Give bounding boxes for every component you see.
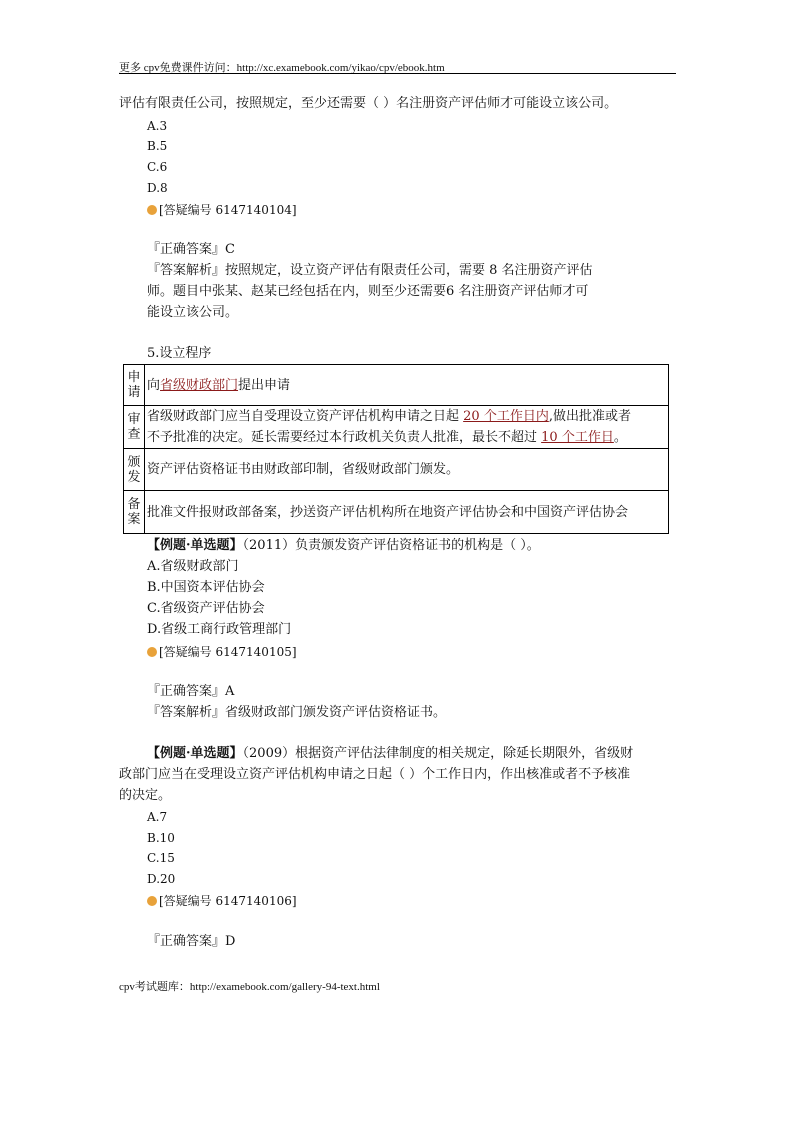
link-provincial-finance-dept[interactable]: 省级财政部门 <box>160 377 239 393</box>
q3-option-a: A.7 <box>147 810 168 824</box>
q3-answer: 『正确答案』D <box>147 934 236 949</box>
row-key: 审 查 <box>124 406 145 449</box>
q3-answer-id-label: [答疑编号 6147140106] <box>159 894 297 908</box>
row-key: 备 案 <box>124 491 145 534</box>
row-value: 资产评估资格证书由财政部印制，省级财政部门颁发。 <box>145 449 669 491</box>
q3-stem-line2: 政部门应当在受理设立资产评估机构申请之日起（ ）个工作日内，作出核准或者不予核准 <box>119 767 631 782</box>
page-footer: cpv考试题库：http://examebook.com/gallery-94-text.html <box>119 981 380 993</box>
table-row <box>124 491 669 534</box>
q3-stem-line1: 【例题·单选题】（2009）根据资产评估法律制度的相关规定，除延长期限外，省级财 <box>147 746 634 761</box>
q2-option-d: D.省级工商行政管理部门 <box>147 622 292 637</box>
question-mark-icon <box>147 205 157 215</box>
row-value: 省级财政部门应当自受理设立资产评估机构申请之日起 20 个工作日内,做出批准或者 不予批准的决定。延长需要经过本行政机关负责人批准，最长不超过 10 个工作日。 <box>145 406 669 449</box>
q1-option-b: B.5 <box>147 139 168 153</box>
question-mark-icon <box>147 896 157 906</box>
q1-answer: 『正确答案』C <box>147 242 235 257</box>
section-title: 5.设立程序 <box>147 346 212 361</box>
q2-option-b: B.中国资本评估协会 <box>147 580 265 595</box>
header-divider <box>119 73 676 74</box>
q1-option-c: C.6 <box>147 160 168 174</box>
q1-stem: 评估有限责任公司，按照规定，至少还需要（ ）名注册资产评估师才可能设立该公司。 <box>119 96 618 111</box>
q1-option-d: D.8 <box>147 181 168 195</box>
row-key: 颁 发 <box>124 449 145 491</box>
q2-stem: 【例题·单选题】（2011）负责颁发资产评估资格证书的机构是（ ）。 <box>147 538 540 553</box>
q2-option-a: A.省级财政部门 <box>147 559 239 574</box>
q3-option-b: B.10 <box>147 831 175 845</box>
q1-analysis-line2: 师。题目中张某、赵某已经包括在内，则至少还需要6 名注册资产评估师才可 <box>147 284 589 299</box>
q1-analysis-line1: 『答案解析』按照规定，设立资产评估有限责任公司，需要 8 名注册资产评估 <box>147 263 593 278</box>
row-key: 申 请 <box>124 365 145 406</box>
q1-analysis-line3: 能设立该公司。 <box>147 305 239 320</box>
row-value: 批准文件报财政部备案，抄送资产评估机构所在地资产评估协会和中国资产评估协会 <box>145 491 669 534</box>
question-mark-icon <box>147 647 157 657</box>
table-row <box>124 406 669 449</box>
q1-answer-id[interactable] <box>147 201 297 218</box>
table-row <box>124 365 669 406</box>
q3-option-c: C.15 <box>147 851 175 865</box>
q2-answer-id-label: [答疑编号 6147140105] <box>159 645 297 659</box>
q3-stem-line3: 的决定。 <box>119 788 172 803</box>
q2-answer: 『正确答案』A <box>147 684 235 699</box>
q2-analysis: 『答案解析』省级财政部门颁发资产评估资格证书。 <box>147 705 447 720</box>
q3-answer-id[interactable] <box>147 892 297 909</box>
page-header: 更多 cpv免费课件访问：http://xc.examebook.com/yikao/cpv/ebook.htm <box>119 62 445 74</box>
link-20-workdays[interactable]: 20 个工作日内 <box>463 409 549 424</box>
row-value: 向省级财政部门提出申请 <box>145 365 669 406</box>
q2-answer-id[interactable] <box>147 643 297 660</box>
q1-option-a: A.3 <box>147 119 168 133</box>
procedure-table <box>123 364 669 534</box>
link-10-workdays[interactable]: 10 个工作日 <box>541 430 614 445</box>
table-row <box>124 449 669 491</box>
q1-answer-id-label: [答疑编号 6147140104] <box>159 203 297 217</box>
q2-tag: 【例题·单选题】 <box>147 538 243 553</box>
q3-option-d: D.20 <box>147 872 176 886</box>
q2-option-c: C.省级资产评估协会 <box>147 601 265 616</box>
q3-tag: 【例题·单选题】 <box>147 746 243 761</box>
